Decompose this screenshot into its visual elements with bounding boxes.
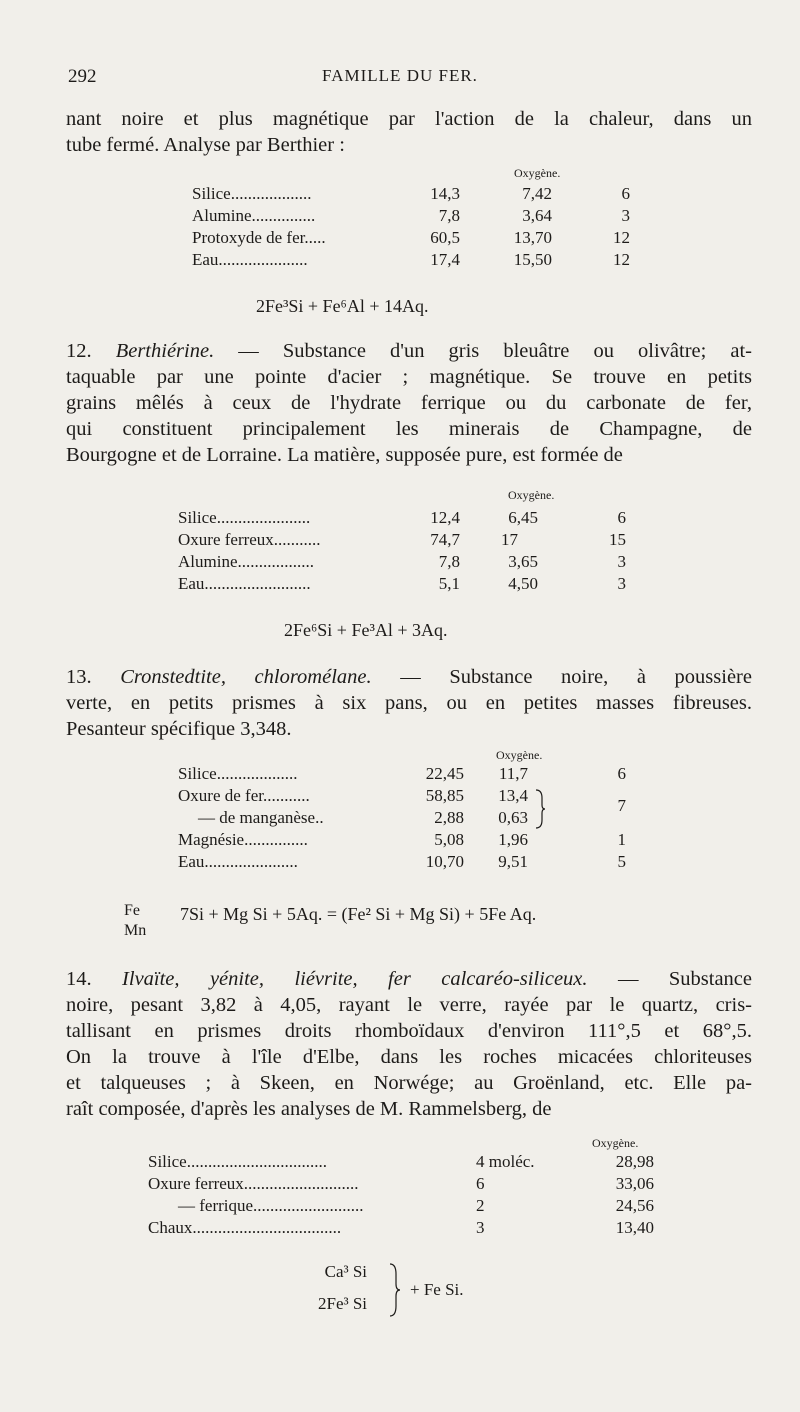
table-row: Alumine.................. 7,8 3,65 3 xyxy=(178,552,626,571)
mineral-name: Berthiérine. xyxy=(115,340,215,362)
oxygen-label: Oxygène. xyxy=(514,166,561,180)
formula-3-prefix: Fe Mn xyxy=(124,902,147,939)
text-line: taquable par une pointe d'acier ; magnétique. Se trouve en petits xyxy=(66,366,752,388)
oxygen-label: Oxygène. xyxy=(508,488,555,502)
section-13 xyxy=(66,664,752,742)
table-row: Silice................................. 4 moléc. 28,98 xyxy=(148,1152,654,1171)
section-number: 14. xyxy=(66,968,92,990)
brace xyxy=(534,788,546,830)
brace xyxy=(388,1262,402,1318)
running-title: FAMILLE DU FER. xyxy=(322,66,478,85)
oxygen-label: Oxygène. xyxy=(496,748,543,762)
section-number: 13. xyxy=(66,666,92,688)
text-line: raît composée, d'après les analyses de M. Rammelsberg, de xyxy=(66,1098,552,1120)
table-row: Eau......................... 5,1 4,50 3 xyxy=(178,574,626,593)
table-row: Chaux................................... 3 13,40 xyxy=(148,1218,654,1237)
brace-value: 7 xyxy=(617,796,626,815)
table-row: Silice................... 14,3 7,42 6 xyxy=(192,184,630,203)
formula-4-right: + Fe Si. xyxy=(410,1280,464,1299)
formula-4-left: Ca³ Si 2Fe³ Si xyxy=(318,1262,368,1313)
table-row: Silice................... 22,45 11,7 6 xyxy=(178,764,626,783)
table-row: Oxure de fer........... 58,85 13,4 xyxy=(178,786,528,805)
text-line: On la trouve à l'île d'Elbe, dans les roches micacées chloriteuses xyxy=(66,1046,752,1068)
section-14 xyxy=(66,966,752,1122)
oxygen-label: Oxygène. xyxy=(592,1136,639,1150)
table-row: Alumine............... 7,8 3,64 3 xyxy=(192,206,630,225)
page-number: 292 xyxy=(68,66,97,87)
text-line: grains mêlés à ceux de l'hydrate ferrique ou du carbonate de fer, xyxy=(66,392,752,414)
table-row: Oxure ferreux........... 74,7 17 15 xyxy=(178,530,626,549)
text-line: tube fermé. Analyse par Berthier : xyxy=(66,134,345,156)
text-line: noire, pesant 3,82 à 4,05, rayant le verre, rayée par le quartz, cris- xyxy=(66,994,752,1016)
table-row: Magnésie............... 5,08 1,96 1 xyxy=(178,830,626,849)
text-line: tallisant en prismes droits rhomboïdaux d'environ 111°,5 et 68°,5. xyxy=(66,1020,752,1042)
text-line: 12. Berthiérine. — Substance d'un gris bleuâtre ou olivâtre; at- xyxy=(66,340,753,362)
table-row: Oxure ferreux........................... 6 33,06 xyxy=(148,1174,654,1193)
intro-paragraph xyxy=(66,106,752,158)
text-line: Bourgogne et de Lorraine. La matière, supposée pure, est formée de xyxy=(66,444,623,466)
table-row: Eau...................... 10,70 9,51 5 xyxy=(178,852,626,871)
section-number: 12. xyxy=(66,340,92,362)
text-line: nant noire et plus magnétique par l'action de la chaleur, dans un xyxy=(66,108,752,130)
text-line: verte, en petits prismes à six pans, ou en petites masses fibreuses. xyxy=(66,692,752,714)
text-line: 13. Cronstedtite, chloromélane. — Substance noire, à poussière xyxy=(66,666,752,688)
table-row: Silice...................... 12,4 6,45 6 xyxy=(178,508,626,527)
table-row: Protoxyde de fer..... 60,5 13,70 12 xyxy=(192,228,630,247)
formula-1: 2Fe³Si + Fe⁶Al + 14Aq. xyxy=(256,296,429,316)
table-row: — de manganèse.. 2,88 0,63 xyxy=(198,808,528,827)
page-header xyxy=(68,66,732,92)
formula-2: 2Fe⁶Si + Fe³Al + 3Aq. xyxy=(284,620,448,640)
mineral-name: Cronstedtite, chloromélane. xyxy=(120,666,372,688)
mineral-name: Ilvaïte, yénite, liévrite, fer calcaréo-siliceux. xyxy=(122,968,588,990)
formula-3: 7Si + Mg Si + 5Aq. = (Fe² Si + Mg Si) + 5Fe Aq. xyxy=(180,904,537,924)
text-line: Pesanteur spécifique 3,348. xyxy=(66,718,292,740)
table-row: Eau..................... 17,4 15,50 12 xyxy=(192,250,630,269)
text-line: 14. Ilvaïte, yénite, liévrite, fer calcaréo-siliceux. — Substance xyxy=(66,968,752,990)
section-12 xyxy=(66,338,752,468)
text-line: et talqueuses ; à Skeen, en Norwége; au Groënland, etc. Elle pa- xyxy=(66,1072,752,1094)
table-row: — ferrique.......................... 2 24,56 xyxy=(178,1196,654,1215)
text-line: qui constituent principalement les minerais de Champagne, de xyxy=(66,418,752,440)
